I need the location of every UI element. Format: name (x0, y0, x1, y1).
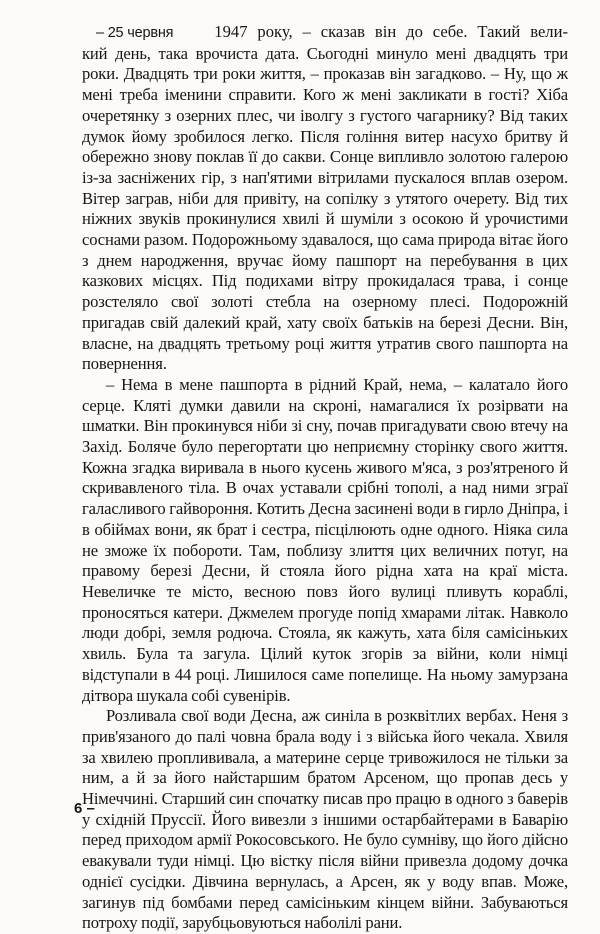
paragraph: Розливала свої води Десна, аж синіла в розквітлих вербах. Неня з прив'язаного до палі човна брала воду і з війська його чекала. Хвиля за хвилею проплививала, а материне серце тривожилося не тільки за ним, а й за його найстаршим братом Арсеном, що пропав десь у Німеччині. Старший син спочатку писав про працю в одного з баверів у східній Пруссії. Його вивезли з іншими остарбайтерами в Баварію перед приходом армії Рокосовського. Не було сумніву, що його дійсно евакували туди німці. Цю вістку після війни привезла додому дочка однієї сусідки. Дівчина вернулась, а Арсен, як у воду впав. Може, загинув під бомбами перед самісіньким кінцем війни. Забуваються потроху події, зарубцьовуються наболілі рани. (82, 706, 568, 933)
paragraph: – Нема в мене пашпорта в рідний Край, нема, – калатало його серце. Кляті думки давили на скроні, намагалися їх розірвати на шматки. Він прокинувся ніби зі сну, почав пригадувати свою втечу на Захід. Боляче було перегортати цю неприємну сторінку свого життя. Кожна згадка виривала в нього кусень живого м'яса, з роз'ятреного й скривавленого тіла. В очах уставали срібні тополі, а над ними зграї галасливого гайвороння. Котить Десна засинені води в гирло Дніпра, і в обіймах вони, як брат і сестра, пісцілюють одне одного. Ніяка сила не зможе їх побороти. Там, поблизу злиття цих величних потуг, на правому березі Десни, й стояла його рідна хата на краї міста. Невеличке те місто, весною повз його вулиці пливуть кораблі, проносяться катери. Джмелем прогуде попід хмарами літак. Навколо люди добрі, земля родюча. Стояла, як кажуть, хата біля самісіньких хвиль. Була та загула. Цілий куток згорів за війни, коли німці відступали в 44 році. Лишилося саме попелище. На ньому замурзана дітвора шукала собі сувенірів. (82, 374, 568, 705)
date-text: – 25 червня (96, 25, 174, 41)
page-number: 6 – (74, 800, 95, 817)
opening-line-text: 1947 року, – сказав він до себе. Такий вели- (214, 22, 568, 41)
paragraph: кий день, така врочиста дата. Сьогодні минуло мені двадцять три роки. Двадцять три роки життя, – проказав він загадково. – Ну, що ж мені треба іменини справити. Кого ж мені закликати в гості? Хіба очеретянку з озерних плес, чи іволгу з густого чагарнику? Від таких думок йому зробилося легко. Після гоління витер насухо бритву й обережно знову поклав її до сакви. Сонце випливло золотою галерою із-за засніжених гір, з нап'ятими вітрилами пускалося вплав озером. Вітер заграв, ніби для привіту, на сопілку з утятого очерету. Від тих ніжних звуків прокинулися хвилі й шуміли з осокою й урочистими соснами разом. Подорожньому здавалося, що сама природа вітає його з днем народження, вручає йому пашпорт на перебування в цих казкових місцях. Під подихами вітру прокидалася трава, і сонце розстеляло свої золоті стебла на озерному плесі. Подорожній пригадав свій далекий край, хату своїх батьків на березі Десни. Він, власне, на двадцять третьому році життя утратив свого пашпорта на повернення. (82, 43, 568, 374)
opening-line (96, 22, 568, 44)
